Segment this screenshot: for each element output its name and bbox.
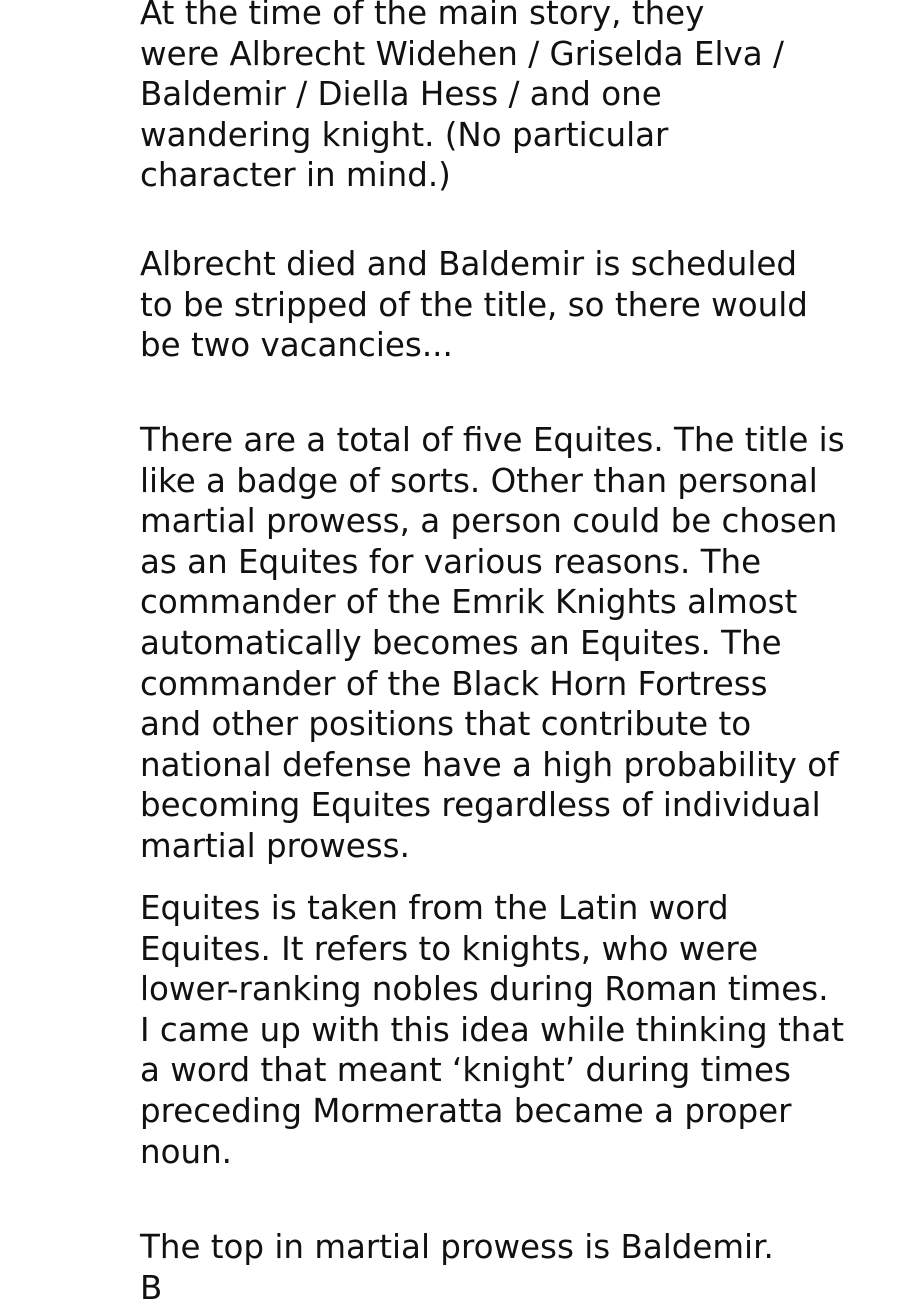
paragraph-latin-origin: Equites is taken from the Latin word Equites. It refers to knights, who were lower-ranking nobles during Roman times. I came up with this idea while thinking that a word that meant ‘knight’ during times preceding Mormeratta became a proper noun. [140, 889, 845, 1171]
paragraph-five-equites: There are a total of five Equites. The title is like a badge of sorts. Other than personal martial prowess, a person could be chosen as an Equites for various reasons. The commander of the Emrik Knights almost automatically becomes an Equites. The commander of the Black Horn Fortress and other positions that contribute to national defense have a high probability of becoming Equites regardless of individual martial prowess. [140, 421, 845, 865]
paragraph-top-martial-prowess: The top in martial prowess is Baldemir. B [140, 1228, 774, 1307]
paragraph-main-story-equites: At the time of the main story, they were Albrecht Widehen / Griselda Elva / Baldemir / Diella Hess / and one wandering knight. (No particular character in mind.) [140, 0, 784, 195]
paragraph-vacancies: Albrecht died and Baldemir is scheduled to be stripped of the title, so there would be two vacancies... [140, 245, 808, 365]
